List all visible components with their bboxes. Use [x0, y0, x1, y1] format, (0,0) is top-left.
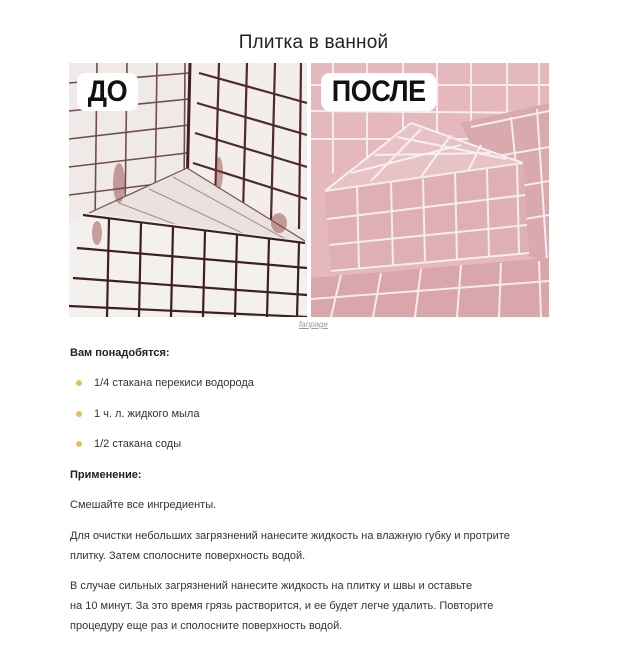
- list-item: [76, 438, 181, 450]
- bullet-icon: [76, 441, 82, 447]
- usage-paragraph-1: [70, 495, 560, 515]
- usage-text-line: Для очистки небольших загрязнений нанесите жидкость на влажную губку и протрите: [70, 530, 510, 542]
- before-photo: [69, 63, 307, 317]
- list-item: [76, 377, 254, 389]
- list-item-text: 1/4 стакана перекиси водорода: [94, 377, 254, 389]
- usage-text: Смешайте все ингредиенты.: [70, 499, 217, 511]
- after-label: ПОСЛЕ: [321, 73, 437, 111]
- usage-heading: Применение:: [70, 469, 142, 481]
- source-caption[interactable]: fanpage: [299, 320, 328, 329]
- list-item-text: 1 ч. л. жидкого мыла: [94, 408, 200, 420]
- usage-paragraph-3: [70, 576, 560, 636]
- usage-text-line: В случае сильных загрязнений нанесите жидкость на плитку и швы и оставьте: [70, 580, 473, 592]
- after-photo: [311, 63, 549, 317]
- usage-text-line: процедуру еще раз и сполосните поверхность водой.: [70, 620, 343, 632]
- usage-text-line: на 10 минут. За это время грязь растворится, и ее будет легче удалить. Повторите: [70, 600, 494, 612]
- before-label: ДО: [77, 73, 138, 111]
- page-title: Плитка в ванной: [238, 32, 389, 53]
- usage-paragraph-2: [70, 526, 560, 566]
- list-item-text: 1/2 стакана соды: [94, 438, 182, 450]
- list-item: [76, 408, 199, 420]
- needed-heading: Вам понадобятся:: [70, 347, 170, 359]
- bullet-icon: [76, 380, 82, 386]
- bullet-icon: [76, 411, 82, 417]
- usage-text-line: плитку. Затем сполосните поверхность водой.: [70, 550, 306, 562]
